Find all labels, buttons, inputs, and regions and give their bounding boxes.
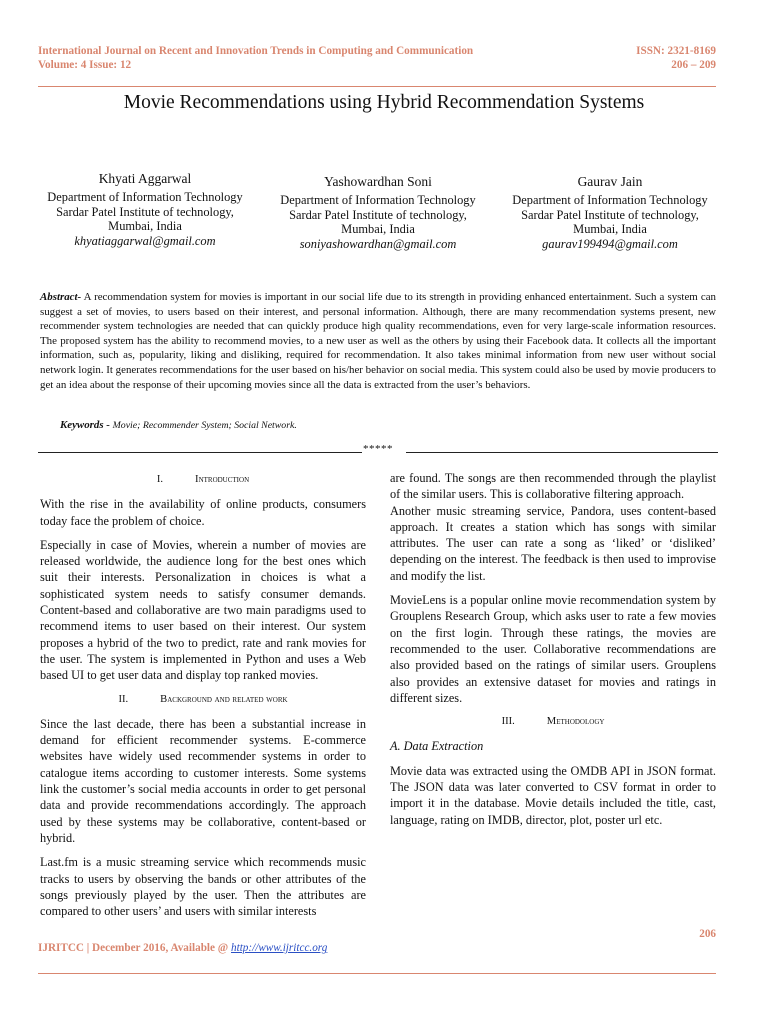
keywords-label: Keywords - [60,419,113,431]
journal-header-right [636,44,716,72]
author-block-2 [253,175,503,251]
abstract-label: Abstract- [40,291,82,303]
divider-line-left [38,452,362,453]
paragraph: Especially in case of Movies, wherein a number of movies are released worldwide, the audience long for the best ones which suit their interests. Personalization in choices is what a sophisticated system needs to satisfy consumer demands. Content-based and collaborative are two main paradigms used to recommend items to user based on their interest. Our system proposes a hybrid of the two to predict, rate and rank movies for the user. The system is implemented in Python and uses a Web based UI to get user data and display top ranked movies. [40,537,366,683]
paragraph: Movie data was extracted using the OMDB API in JSON format. The JSON data was later converted to CSV format in order to import it in the database. Movie details included the title, cast, language, rating on IMDB, director, plot, poster url etc. [390,763,716,827]
author-city: Mumbai, India [108,219,182,234]
divider-line-right [406,452,718,453]
author-inst: Sardar Patel Institute of technology, [521,207,699,222]
section-heading-methodology [390,714,716,730]
paragraph: are found. The songs are then recommended through the playlist of the similar users. This is collaborative filtering approach. [390,471,716,502]
section-number: II. [118,693,129,705]
author-inst: Sardar Patel Institute of technology, [289,207,467,222]
footer-rule [38,973,716,974]
abstract-text: A recommendation system for movies is important in our social life due to its strength in providing enhanced entertainment. Such a system can suggest a set of movies, to users based on their interest, and personal information. Although, there are many recommendation systems present, new recommender system technologies are needed that can quickly produce high quality recommendations, even for very large-scale information resources. The proposed system has the ability to recommend movies, to a new user as well as the others by using their Facebook data. It collects all the important information, such as, popularity, liking and disliking, required for recommendation. It also takes minimal information from new user without social network login. It generates recommendations for the user based on his/her behavior on social media. This system could also be used by movie producers to get an idea about the response of their upcoming movies since all the data is extracted from the user’s behaviors. [40,291,716,391]
paragraph: Since the last decade, there has been a substantial increase in demand for efficient recommender systems. E-commerce websites have widely used recommender systems in order to catalogue items according to customer interests. Some systems link the customer’s social media accounts in order to get personal data and provide recommendations accordingly. The approach used by these systems may be collaborative, content-based or hybrid. [40,716,366,845]
right-column [390,470,716,836]
paragraph: With the rise in the availability of online products, consumers today face the problem of choice. [40,497,366,528]
author-dept: Department of Information Technology [47,190,243,205]
paragraph: Last.fm is a music streaming service which recommends music tracks to users by observing the bands or other attributes of the songs previously played by the user. Then the attributes are compared to other users’ and users with similar interests [40,855,366,919]
journal-volume: Volume: 4 Issue: 12 [38,59,132,71]
author-email: gaurav199494@gmail.com [542,236,678,251]
journal-header-left [38,44,473,72]
journal-pages: 206 – 209 [671,59,716,71]
section-title: Methodology [546,716,605,728]
section-heading-introduction [40,472,366,488]
author-email: soniyashowardhan@gmail.com [299,236,457,251]
author-name: Gaurav Jain [577,174,643,189]
divider-stars: ***** [363,443,393,455]
section-title: Background and related work [160,693,288,705]
header-rule [38,86,716,87]
section-number: I. [156,474,164,485]
footer [38,942,327,954]
paragraph: Another music streaming service, Pandora, uses content-based approach. It creates a station which has songs with similar attributes. The user can rate a song as ‘liked’ or ‘disliked’ depending on the interest. The feedback is then used to improvise and modify the list. [390,503,716,583]
author-block-3 [485,175,735,251]
keywords-text: Movie; Recommender System; Social Network. [112,420,297,431]
author-city: Mumbai, India [341,222,415,237]
author-city: Mumbai, India [573,222,647,237]
footer-text: IJRITCC | December 2016, Available @ [38,942,231,954]
author-dept: Department of Information Technology [280,193,476,208]
author-block-1 [20,172,270,248]
author-dept: Department of Information Technology [512,193,708,208]
subsection-heading: A. Data Extraction [390,739,484,754]
section-heading-background [40,692,366,708]
paper-title: Movie Recommendations using Hybrid Recommendation Systems [123,92,645,113]
footer-link[interactable]: http://www.ijritcc.org [231,942,328,954]
keywords [60,419,297,431]
section-title: Introduction [195,474,250,485]
page-number: 206 [699,928,716,940]
author-name: Khyati Aggarwal [98,171,192,186]
paragraph: MovieLens is a popular online movie recommendation system by Grouplens Research Group, which asks user to rate a few movies on the first login. Through these ratings, the movies are recommended to the user. Collaborative recommendations are also provided based on the ratings of similar users. Grouplens also provides an extensive dataset for movies and ratings in different sizes. [390,593,716,705]
author-name: Yashowardhan Soni [324,174,432,189]
section-divider [38,443,718,455]
left-column [40,470,366,927]
author-email: khyatiaggarwal@gmail.com [74,233,216,248]
abstract [40,290,716,392]
journal-name: International Journal on Recent and Innovation Trends in Computing and Communication [38,45,474,57]
author-inst: Sardar Patel Institute of technology, [56,204,234,219]
journal-issn: ISSN: 2321-8169 [636,45,716,57]
section-number: III. [501,716,515,728]
